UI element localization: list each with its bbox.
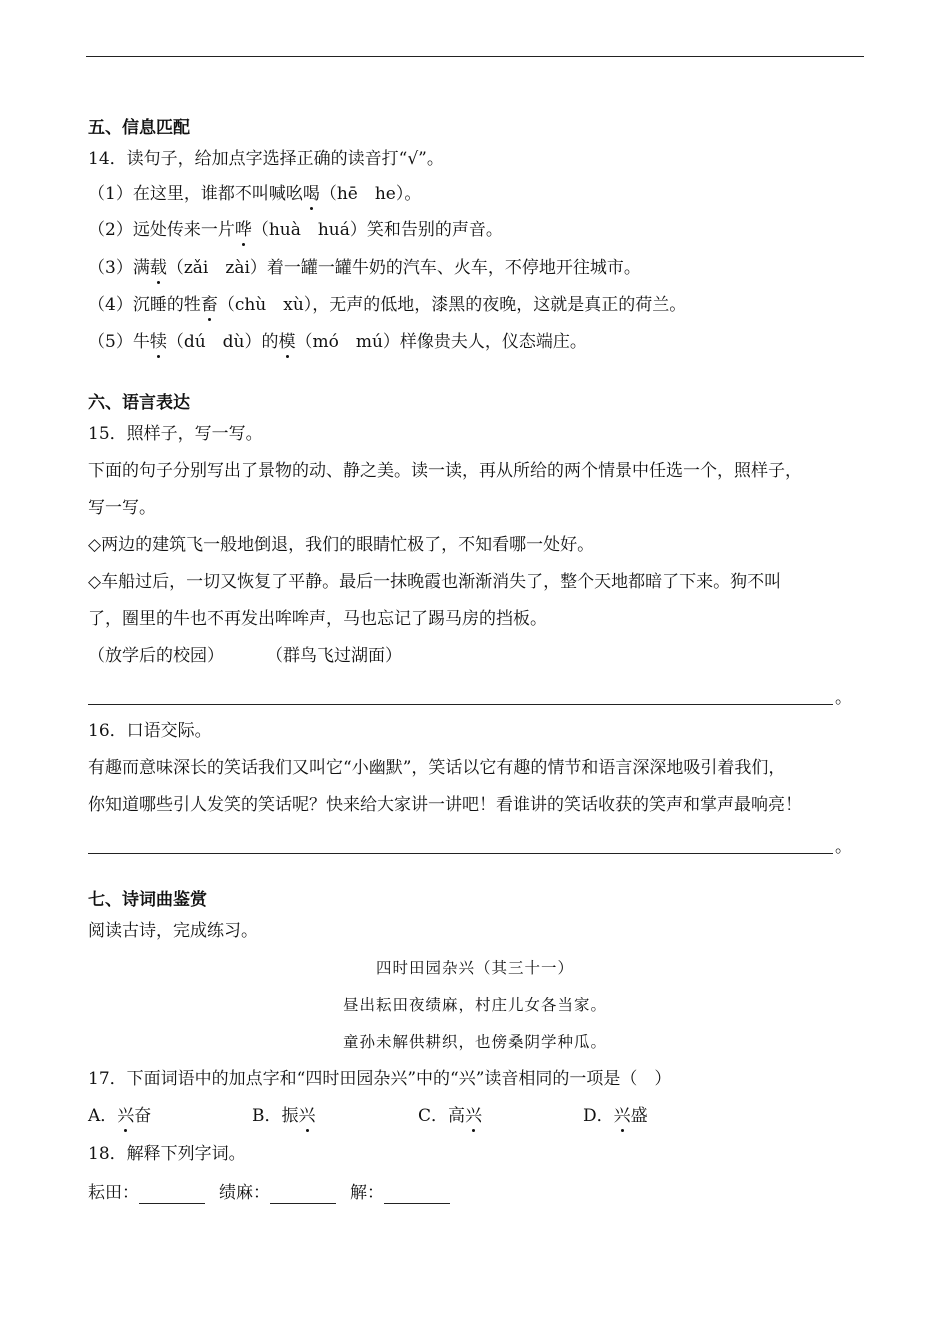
q18-prompt: 18．解释下列字词。 [88, 1144, 246, 1164]
q15-answer-line[interactable] [88, 703, 833, 705]
q15-desc-line2: 写一写。 [88, 498, 156, 518]
q17-option-b[interactable]: B．振兴 [252, 1106, 316, 1126]
section5-title: 五、信息匹配 [88, 118, 190, 138]
dotted-char: 畜 [200, 295, 218, 315]
example-1: ◇两边的建筑飞一般地倒退，我们的眼睛忙极了，不知看哪一处好。 [88, 535, 595, 555]
term-jima-label: 绩麻： [219, 1183, 270, 1203]
header-rule [86, 56, 864, 57]
poem-intro: 阅读古诗，完成练习。 [88, 921, 258, 941]
q14-sentence-4: （4）沉睡的牲畜（chù xù），无声的低地，漆黑的夜晚，这就是真正的荷兰。 [88, 295, 687, 315]
term-yuntian-label: 耘田： [88, 1183, 139, 1203]
example-2-line2: 了，圈里的牛也不再发出哞哞声，马也忘记了踢马房的挡板。 [88, 609, 547, 629]
q16-prompt: 16．口语交际。 [88, 721, 212, 741]
q14-sentence-3: （3）满载（zǎi zài）着一罐一罐牛奶的汽车、火车，不停地开往城市。 [88, 258, 641, 278]
term-jie-label: 解： [350, 1183, 384, 1203]
scene-2: （群鸟飞过湖面） [266, 646, 402, 666]
q16-answer-period: 。 [835, 837, 852, 857]
term-jima-blank[interactable] [270, 1187, 336, 1204]
q16-desc-line1: 有趣而意味深长的笑话我们又叫它“小幽默”，笑话以它有趣的情节和语言深深地吸引着我们， [88, 758, 786, 778]
q15-prompt: 15．照样子，写一写。 [88, 424, 263, 444]
q18-terms [88, 1182, 464, 1204]
scene-options [88, 645, 402, 667]
dotted-char: 兴 [465, 1106, 483, 1126]
dotted-char: 兴 [298, 1106, 316, 1126]
term-yuntian-blank[interactable] [139, 1187, 205, 1204]
q17-option-a[interactable]: A．兴奋 [88, 1106, 152, 1126]
section6-title: 六、语言表达 [88, 393, 190, 413]
q16-desc-line2: 你知道哪些引人发笑的笑话呢？快来给大家讲一讲吧！看谁讲的笑话收获的笑声和掌声最响亮！ [88, 795, 802, 815]
poem-line-1: 昼出耘田夜绩麻，村庄儿女各当家。 [342, 996, 607, 1014]
dotted-char: 兴 [117, 1106, 135, 1126]
poem-title: 四时田园杂兴（其三十一） [375, 959, 574, 977]
dotted-char: 喝 [302, 184, 320, 204]
q14-prompt: 14．读句子，给加点字选择正确的读音打“√”。 [88, 149, 444, 169]
dotted-char: 载 [149, 258, 167, 278]
q17-prompt: 17．下面词语中的加点字和“四时田园杂兴”中的“兴”读音相同的一项是（ ） [88, 1069, 672, 1089]
q15-desc-line1: 下面的句子分别写出了景物的动、静之美。读一读，再从所给的两个情景中任选一个，照样子， [88, 461, 802, 481]
example-2-line1: ◇车船过后，一切又恢复了平静。最后一抹晚霞也渐渐消失了，整个天地都暗了下来。狗不叫 [88, 572, 782, 592]
q14-sentence-5: （5）牛犊（dú dù）的模（mó mú）样像贵夫人，仪态端庄。 [88, 332, 587, 352]
poem-line-2: 童孙未解供耕织，也傍桑阴学种瓜。 [342, 1033, 607, 1051]
q14-sentence-2: （2）远处传来一片哗（huà huá）笑和告别的声音。 [88, 220, 503, 240]
scene-1: （放学后的校园） [88, 646, 224, 666]
q15-answer-period: 。 [835, 688, 852, 708]
term-jie-blank[interactable] [384, 1187, 450, 1204]
dotted-char: 兴 [613, 1106, 631, 1126]
q17-option-d[interactable]: D．兴盛 [583, 1106, 648, 1126]
section7-title: 七、诗词曲鉴赏 [88, 890, 207, 910]
dotted-char: 模 [278, 332, 296, 352]
q16-answer-line[interactable] [88, 852, 833, 854]
dotted-char: 哗 [234, 220, 252, 240]
q14-sentence-1: （1）在这里，谁都不叫喊吆喝（hē he）。 [88, 184, 422, 204]
dotted-char: 犊 [149, 332, 167, 352]
q17-option-c[interactable]: C．高兴 [418, 1106, 483, 1126]
